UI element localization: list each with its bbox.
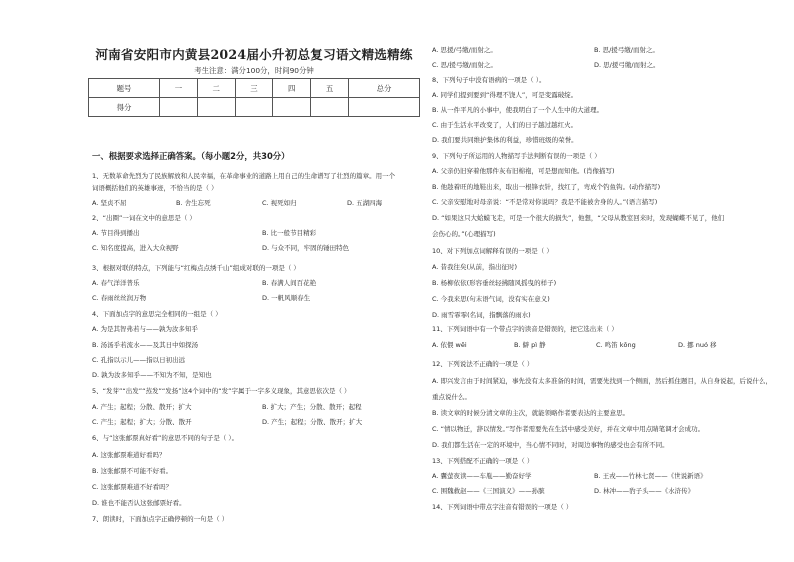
score-cell[interactable] — [311, 98, 349, 117]
right-question-line: A. 父亲仍旧穿着他那件灰布旧棉袍，可是想而知他。(肖像描写) — [432, 167, 615, 175]
right-question-line: A. 依偎 wēi — [432, 341, 467, 349]
right-question-line: B. 从一件平凡的小事中，使我明白了一个人生中的大道理。 — [432, 106, 604, 114]
left-question-line: 4、下面加点字的意思完全相同的一组是（ ） — [92, 310, 222, 318]
right-question-line: 9、下列句子所运用的人物描写手法判断有误的一项是（ ） — [432, 152, 601, 160]
right-question-line: C. 围魏救赵——《三国演义》——孙膑 — [432, 487, 545, 495]
right-question-line: A. 昔我往矣(从前，指出征时) — [432, 263, 518, 271]
left-question-line: 3、根据对联的特点，下列能与“红梅点点绣千山”组成对联的一项是（ ） — [92, 264, 300, 272]
left-question-line: A. 节目得到播出 — [92, 229, 140, 237]
right-question-line: B. 读文章的时候分清文章的主次，就能领略作者要表达的主要意思。 — [432, 409, 630, 417]
exam-notice: 考生注意：满分100分，时间90分钟 — [194, 66, 314, 75]
left-question-line: B. 扩大；产生；分散、散开；起程 — [262, 403, 362, 411]
left-question-line: C. 知名度提高，进入大众视野 — [92, 244, 179, 252]
left-question-line: A. 产生；起程；分散、散开；扩大 — [92, 403, 192, 411]
score-row-label: 得分 — [89, 98, 160, 117]
right-question-line: 11、下列词语中有一个带点字的读音是错误的，把它选出来（ ） — [432, 325, 618, 333]
right-question-line: D. 挪 nuó 移 — [678, 341, 717, 349]
right-question-line: 10、对下列加点词解释有误的一项是（ ） — [432, 247, 553, 255]
right-question-line: D. 林冲——豹子头——《水浒传》 — [594, 487, 695, 495]
score-cell[interactable] — [348, 98, 419, 117]
left-question-line: A. 这张邮票难道好看吗？ — [92, 451, 166, 459]
score-header-cell: 四 — [273, 79, 311, 98]
right-question-line: C. 思/援弓缴/而射之。 — [432, 61, 498, 69]
right-question-line: A. 同学们提到要到“得理不饶人”，可是变露破绽。 — [432, 91, 578, 99]
right-question-line: A. 思援/弓缴/而射之。 — [432, 46, 497, 54]
left-question-line: 1、无数革命先烈为了民族解放和人民幸福，在革命事业的道路上用自己的生命谱写了壮烈的篇章。用一个 — [92, 172, 396, 180]
right-question-line: B. 僻 pì 静 — [514, 341, 546, 349]
left-question-line: A. 为是其智弗若与——孰为汝多知乎 — [92, 325, 198, 333]
right-question-line: C. “情以物迁，辞以情发。”写作者需要先在生活中感受美好，并在文章中用点睛笔调才会成功。 — [432, 425, 705, 433]
right-question-line: D. 思/援弓缴/而射之。 — [594, 61, 660, 69]
left-question-line: B. 春满人间百花艳 — [262, 279, 317, 287]
right-question-line: C. 父亲安慰地对母亲说：“不是常对你说吗？我是不能被舍身的人。”(语言描写) — [432, 198, 658, 206]
left-question-line: D. 与众不同，牢固的锤田特色 — [262, 244, 350, 252]
score-header-cell: 一 — [160, 79, 198, 98]
score-cell[interactable] — [273, 98, 311, 117]
score-table-header-row — [89, 79, 420, 98]
right-question-line: 12、下列说法不正确的一项是（ ） — [432, 360, 534, 368]
right-question-line: D. 我们都生活在一定的环境中，当心情不同时，对周边事物的感受也会有所不同。 — [432, 441, 669, 449]
left-question-line: C. 孔指以示儿——指以日初出远 — [92, 356, 186, 364]
score-header-cell: 二 — [197, 79, 235, 98]
left-question-line: D. 五湖四海 — [347, 199, 383, 207]
right-question-line: D. 雨雪霏霏(名词，指飘落的雨水) — [432, 311, 531, 319]
right-question-line: B. 思/援弓缴/而射之。 — [594, 46, 659, 54]
left-question-line: 词语概括他们的英雄事迹，不恰当的是（ ） — [92, 184, 218, 192]
left-question-line: A. 坚贞不屈 — [92, 199, 127, 207]
score-header-cell: 总分 — [348, 79, 419, 98]
score-cell[interactable] — [197, 98, 235, 117]
score-header-cell: 题号 — [89, 79, 160, 98]
left-question-line: C. 这张邮票难道不好看吗？ — [92, 483, 173, 491]
right-question-line: B. 他趁着旺的地鞋出来，取出一根锋衣针，找红了，弯成个钓鱼钩。(动作描写) — [432, 183, 661, 191]
left-question-line: B. 这张邮票不可能不好看。 — [92, 467, 173, 475]
left-question-line: C. 春雨丝丝润万物 — [92, 294, 147, 302]
right-question-line: 会伤心的。”(心理描写) — [432, 230, 496, 238]
left-question-line: 5、“发芽”“出发”“蒸发”“发扬”这4个词中的“发”字属于一字多义现象，其意思依次是（ ） — [92, 387, 351, 395]
right-question-line: C. 鸣笛 kōng — [596, 341, 636, 349]
right-question-line: B. 杨柳依依(形容垂丝轻拂随风摇曳的样子) — [432, 279, 557, 287]
right-question-line: C. 今我来思(句末语气词，没有实在意义) — [432, 295, 550, 303]
score-cell[interactable] — [235, 98, 273, 117]
exam-title: 河南省安阳市内黄县2024届小升初总复习语文精选精练 — [95, 47, 413, 62]
right-question-line: A. 即兴发言由于时间紧迫，事先没有太多准备的时间，需要先找到一个侧面，然后抓住题目，从自身说起，后说什么， — [432, 377, 772, 385]
score-table-score-row — [89, 98, 420, 117]
score-cell[interactable] — [160, 98, 198, 117]
right-question-line: C. 由于生活水平改变了，人们的日子越过越红火。 — [432, 121, 578, 129]
left-question-line: D. 一帆风顺春生 — [262, 294, 311, 302]
left-question-line: C. 视死如归 — [262, 199, 297, 207]
left-question-line: A. 春气洋洋普乐 — [92, 279, 140, 287]
left-question-line: 2、“出圈”一词在文中的意思是（ ） — [92, 214, 196, 222]
left-question-line: D. 产生；起程；分散、散开；扩大 — [262, 418, 363, 426]
left-question-line: B. 舍生忘死 — [176, 199, 211, 207]
right-question-line: B. 王戎——竹林七贤——《世说新语》 — [594, 472, 707, 480]
left-question-line: C. 产生；起程；扩大；分散、散开 — [92, 418, 192, 426]
score-table — [88, 78, 420, 117]
right-question-line: D. 我们要共同维护集体的利益，珍惜班级的荣誉。 — [432, 136, 578, 144]
right-question-line: D. “如果这只大蛤蟆飞走，可是一个很大的损失”，他想，“父母从教室回来时，发现蝴蝶不见了，他们 — [432, 214, 725, 222]
score-header-cell: 三 — [235, 79, 273, 98]
left-question-line: D. 孰为汝多知乎——不知为不知，是知也 — [92, 371, 212, 379]
right-question-line: 13、下列搭配不正确的一项是（ ） — [432, 457, 534, 465]
right-question-line: A. 囊萤夜读——车胤——勤奋好学 — [432, 472, 532, 480]
section-heading: 一、根据要求选择正确答案。（每小题2分，共30分） — [92, 151, 290, 161]
left-question-line: B. 汤汤乎若流水——及其日中如探汤 — [92, 341, 199, 349]
left-question-line: 7、朗读时，下面加点字正确停顿的一句是（ ） — [92, 515, 229, 523]
left-question-line: B. 比一般节目精彩 — [262, 229, 317, 237]
right-question-line: 8、下列句子中没有语病的一项是（ ）。 — [432, 76, 546, 84]
right-question-line: 14、下列词语中带点字注音有错误的一项是（ ） — [432, 503, 573, 511]
score-header-cell: 五 — [311, 79, 349, 98]
left-question-line: 6、与“这张邮票真好看”的意思不同的句子是（ ）。 — [92, 434, 239, 442]
right-question-line: 重点说什么。 — [432, 393, 471, 401]
left-question-line: D. 谁也不能否认这张邮票好看。 — [92, 499, 186, 507]
